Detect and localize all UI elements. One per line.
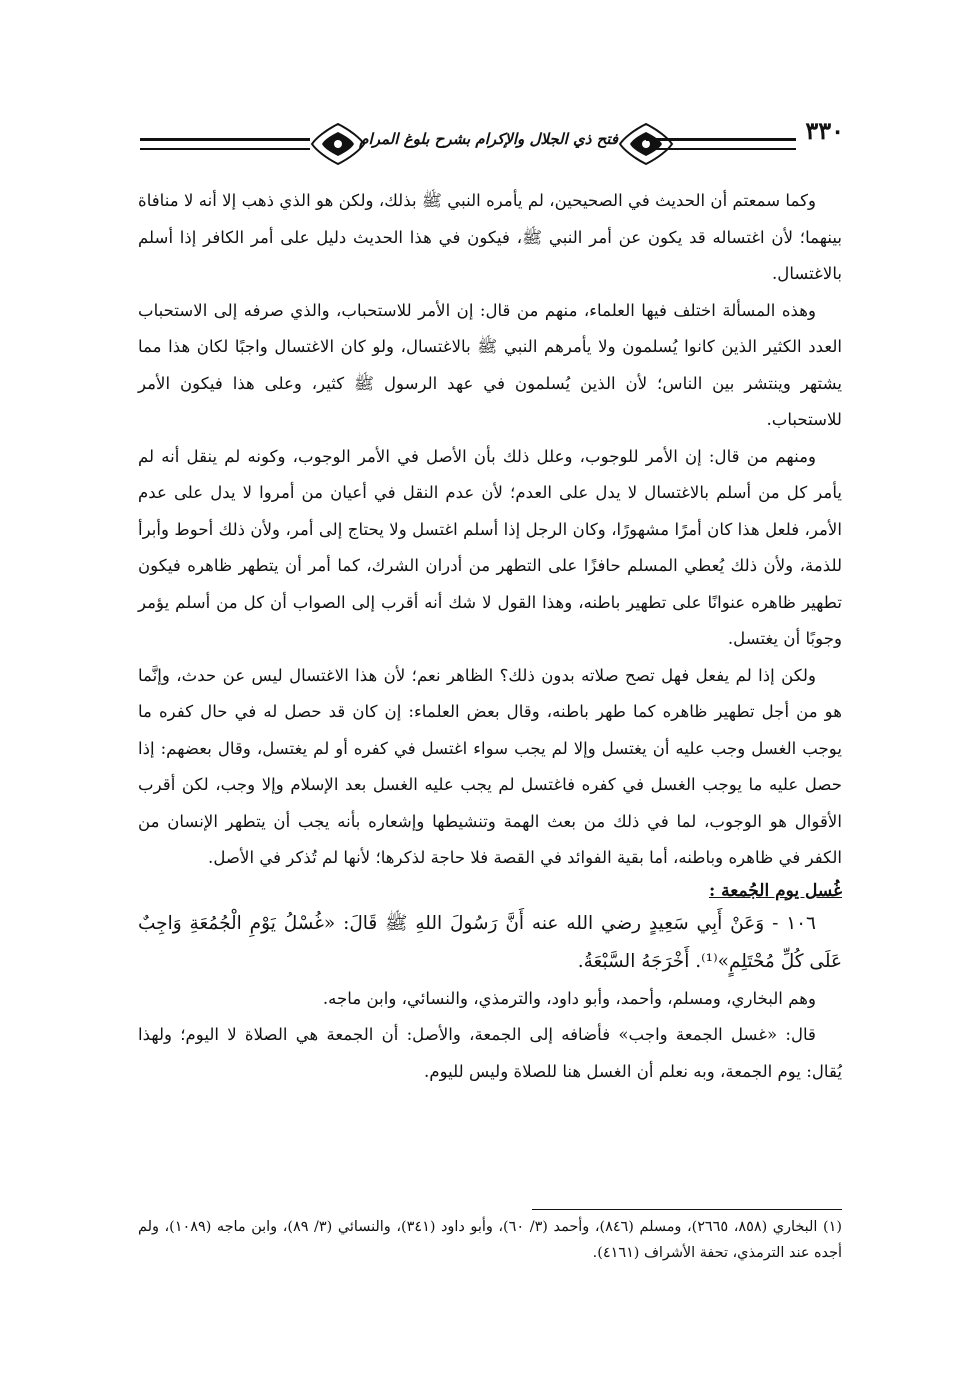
paragraph: ومنهم من قال: إن الأمر للوجوب، وعلل ذلك بأن الأصل في الأمر الوجوب، وكونه لم ينقل أنه لم يأمر كل من أسلم بالاغتسال لا يدل على العدم؛ لأن عدم النقل في أعيان من أمروا لا يدل على عدم الأمر، فلعل هذا كان أمرًا مشهورًا، وكان الرجل إذا أسلم اغتسل ولا يحتاج إلى أمر، ولأن ذلك أحوط وأبرأ للذمة، ولأن ذلك يُعطي المسلم حافزًا على التطهر من أدران الشرك، كما أمر أن يتطهر ظاهره فيكون تطهير ظاهره عنوانًا على تطهير باطنه، وهذا القول لا شك أنه أقرب إلى الصواب أن كل من أسلم يؤمر وجوبًا أن يغتسل. bbox=[138, 446, 842, 648]
paragraph: وهم البخاري، ومسلم، وأحمد، وأبو داود، والترمذي، والنسائي، وابن ماجه. bbox=[322, 988, 816, 1008]
hadith-text: ١٠٦ - وَعَنْ أَبِي سَعِيدٍ رضي الله عنه أَنَّ رَسُولَ اللهِ ﷺ قَالَ: «غُسْلُ يَوْمِ الْجُمُعَةِ وَاجِبٌ عَلَى كُلِّ مُحْتَلِمٍ»⁽¹⁾. أَخْرَجَهُ السَّبْعَةُ. bbox=[138, 912, 842, 972]
page-number: ٣٣٠ bbox=[805, 116, 844, 145]
paragraph: ولكن إذا لم يفعل فهل تصح صلاته بدون ذلك؟ الظاهر نعم؛ لأن هذا الاغتسال ليس عن حدث، وإنَّما هو من أجل تطهير ظاهره كما طهر باطنه، وقال بعض العلماء: إن كان قد حصل له في حال كفره ما يوجب الغسل وجب عليه أن يغتسل وإلا لم يجب سواء اغتسل في كفره أو لم يغتسل، وقال بعضهم: إذا حصل عليه ما يوجب الغسل في كفره فاغتسل لم يجب عليه الغسل بعد الإسلام وإلا وجب، لكن أقرب الأقوال هو الوجوب، لما في ذلك من بعث الهمة وتنشيطها وإشعاره بأنه يجب أن يتطهر الإنسان من الكفر في ظاهره وباطنه، أما بقية الفوائد في القصة فلا حاجة لذكرها؛ لأنها لم تُذكر في الأصل. bbox=[138, 665, 842, 867]
paragraph: وكما سمعتم أن الحديث في الصحيحين، لم يأمره النبي ﷺ بذلك، ولكن هو الذي ذهب إلا أنه لا منافاة بينهما؛ لأن اغتساله قد يكون عن أمر النبي ﷺ، فيكون في هذا الحديث دليل على أمر الكافر إذا أسلم بالاغتسال. bbox=[138, 191, 842, 283]
ornament-left-icon bbox=[310, 120, 366, 168]
book-title: فتح ذي الجلال والإكرام بشرح بلوغ المرام bbox=[359, 130, 618, 148]
footnote: (١) البخاري (٨٥٨، ٢٦٦٥)، ومسلم (٨٤٦)، وأحمد (٣/ ٦٠)، وأبو داود (٣٤١)، والنسائي (٣/ ٨٩)، وابن ماجه (١٠٨٩)، ولم أجده عند الترمذي، تحفة الأشراف (٤١٦١). bbox=[138, 1219, 842, 1261]
page-header bbox=[140, 116, 846, 174]
paragraph: وهذه المسألة اختلف فيها العلماء، منهم من قال: إن الأمر للاستحباب، والذي صرفه إلى الاستحباب العدد الكثير الذين كانوا يُسلمون ولا يأمرهم النبي ﷺ بالاغتسال، ولو كان الاغتسال واجبًا لكان هذا مما يشتهر وينتشر بين الناس؛ لأن الذين يُسلمون في عهد الرسول ﷺ كثير، وعلى هذا فيكون الأمر للاستحباب. bbox=[138, 300, 842, 429]
footnote-divider bbox=[532, 1209, 842, 1210]
section-heading: غُسل يوم الجُمعة : bbox=[708, 880, 842, 901]
main-text bbox=[138, 183, 842, 1090]
paragraph: قال: «غسل الجمعة واجب» فأضافه إلى الجمعة، والأصل: أن الجمعة هي الصلاة لا اليوم؛ ولهذا يُقال: يوم الجمعة، وبه نعلم أن الغسل هنا للصلاة وليس لليوم. bbox=[138, 1025, 842, 1081]
header-rule-right bbox=[646, 138, 796, 150]
header-rule-left bbox=[140, 138, 310, 150]
